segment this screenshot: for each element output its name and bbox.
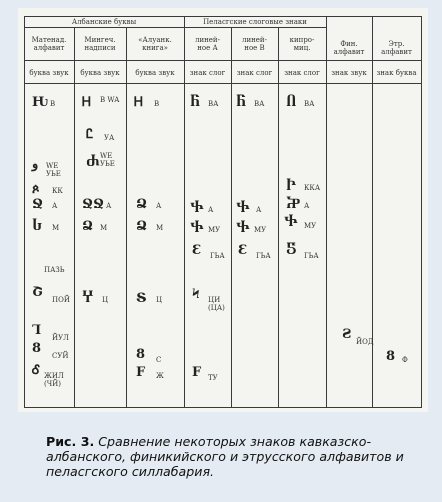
sign-glyph: 8 [136,347,146,362]
sign-glyph: ՋՋ [82,197,105,212]
subheader-4: знак слог [189,69,226,77]
sign-glyph: Ⴕ [190,221,204,236]
sign-glyph: Ɛ [192,243,202,258]
col-header-etruscan: Этр. алфавит [381,40,412,56]
subheader-3: буква звук [135,69,175,77]
sign-sound: ЙУЛ [52,334,70,342]
col-header-cypro-minoan: кипро- миц. [289,36,315,52]
subheader-6: знак слог [284,69,320,77]
sign-glyph: ጶ [32,182,40,197]
sign-sound: М [100,224,108,232]
comparison-table [24,16,422,408]
col-header-mingechaur: Мингеч. надписи [84,36,116,52]
sign-glyph: Ⴕ [236,221,250,236]
sign-sound: ВА [254,100,265,108]
sign-glyph: Ꮋ [134,95,143,110]
sign-sound: УА [104,134,115,142]
sign-sound: Ж [156,372,164,380]
sign-sound: ТУ [208,374,218,382]
sign-glyph: Ⴡ [286,179,297,194]
figure-caption [46,434,416,479]
sign-glyph: Ⴌ [190,95,201,110]
sign-glyph: F [192,365,202,380]
col-line-1 [74,27,75,407]
sign-glyph: Ⴌ [236,95,247,110]
sign-sound: WE УЬЕ [100,152,115,168]
subheader-1: буква звук [29,69,69,77]
sign-glyph: Ꮄ [32,363,40,378]
sign-glyph: Ƕ [32,95,48,110]
sign-sound: Ц [156,296,163,304]
group-header-albanian: Албанские буквы [71,18,137,26]
col-header-linear-b: линей- ное В [242,36,267,52]
sign-sound: ГЬА [210,252,225,260]
sign-glyph: Ϟ [192,287,200,302]
sign-glyph: 8 [386,349,396,364]
sign-sound: КК [52,187,63,195]
sign-sound: ВА [208,100,219,108]
subheader-5: знак слог [236,69,273,77]
table-top-border [24,16,422,17]
caption-text: Сравнение некоторых знаков кавказско-албанского, финикийского и этрусского алфавитов и пеласгского силлабария. [46,434,404,479]
sign-sound: ПАЗЬ [44,266,65,274]
sign-sound: ККА [304,184,321,192]
sign-glyph: Ⴤ [82,291,94,306]
sign-glyph: F [136,365,146,380]
sign-glyph: Ꮭ [86,127,94,142]
table-bottom-border [24,407,422,408]
sign-glyph: Ձ [136,197,148,212]
header-divider [24,60,422,61]
sign-glyph: ﻭ [32,157,39,172]
sign-glyph: Ɛ [238,243,248,258]
sign-glyph: Ⴕ [190,201,204,216]
subheader-divider [24,83,422,84]
group-header-divider [24,27,326,28]
sign-glyph: Ջ [32,197,44,212]
sign-sound: М [156,224,164,232]
sign-glyph: Ⴖ [286,95,297,110]
sign-sound: М [52,224,60,232]
sign-sound: В WA [100,96,120,104]
col-header-phoenician: Фин. алфавит [333,40,365,56]
col-header-linear-a: линей- ное А [195,36,220,52]
sign-sound: А [106,202,112,210]
sign-glyph: Ⴑ [32,219,43,234]
sign-sound: МУ [254,226,267,234]
col-line-8 [421,16,422,408]
sign-glyph: Ⴛ [86,155,100,170]
figure-label: Рис. 3. [46,434,95,449]
subheader-7: знак звук [331,69,367,77]
sign-sound: Ц [102,296,109,304]
sign-sound: ГЬА [304,252,319,260]
sign-glyph: Ⴟ [286,197,301,212]
sign-sound: А [156,202,162,210]
sign-sound: ЙОД [356,338,374,346]
sign-glyph: Շ [32,285,43,300]
subheader-2: буква звук [80,69,120,77]
sign-glyph: Ձ [136,219,148,234]
sign-sound: В [154,100,160,108]
subheader-8: знак буква [376,69,417,77]
col-line-5 [278,27,279,407]
col-header-aluank-book: «Алуанк. книга» [138,36,172,52]
sign-sound: А [256,206,262,214]
col-line-4 [231,27,232,407]
sign-glyph: 8 [32,341,42,356]
sign-glyph: Ձ [82,219,94,234]
sign-sound: МУ [304,222,317,230]
sign-sound: WE УЬЕ [46,162,61,178]
sign-sound: А [304,202,310,210]
sign-sound: А [52,202,58,210]
sign-glyph: Ꮋ [82,95,91,110]
sign-glyph: Ⴕ [236,201,250,216]
sign-sound: ВА [304,100,315,108]
sign-sound: С [156,356,162,364]
sign-sound: ЦИ (ЦА) [208,296,225,312]
sign-glyph: Ꞁ [32,323,42,338]
sign-sound: ГЬА [256,252,271,260]
sign-sound: Ф [402,356,408,364]
sign-glyph: Ⴕ [284,215,298,230]
group-header-pelasgian: Пеласгские слоговые знаки [203,18,307,26]
sign-glyph: Տ [136,291,147,306]
sign-glyph: Ƨ [342,327,352,342]
sign-sound: ПОЙ [52,296,70,304]
col-line-2 [126,27,127,407]
sign-glyph: Ⴝ [286,243,297,258]
sign-sound: А [208,206,214,214]
sign-sound: ЖИЛ (ЧЙ) [44,372,64,388]
sign-sound: СУЙ [52,352,69,360]
sign-sound: МУ [208,226,221,234]
sign-sound: В [50,100,56,108]
col-header-matenadaran: Матенад. алфавит [31,36,67,52]
